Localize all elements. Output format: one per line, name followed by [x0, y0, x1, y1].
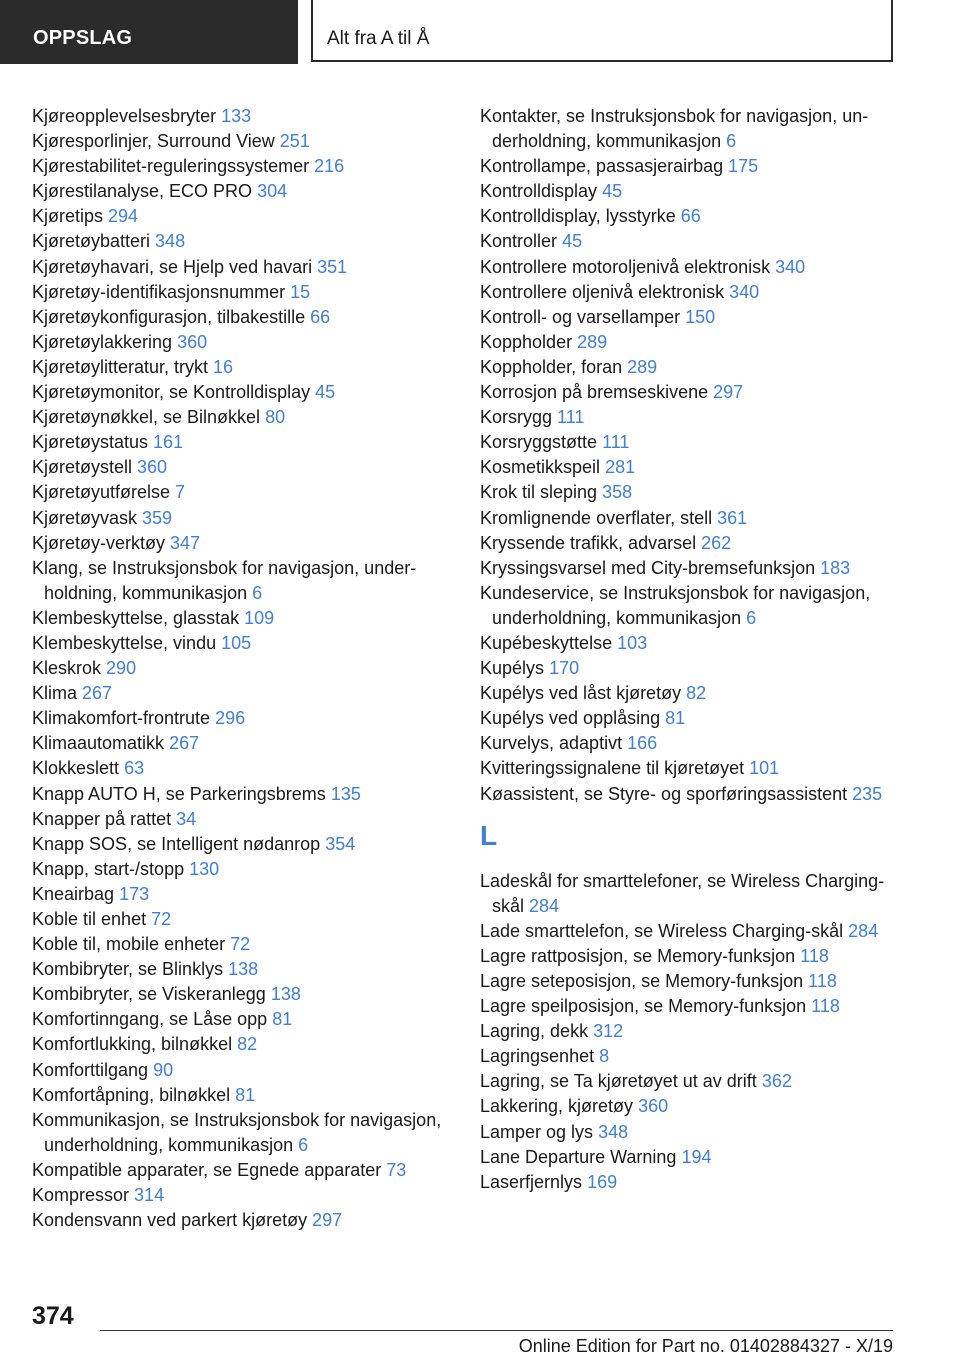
index-entry [32, 430, 452, 455]
page-reference-link[interactable]: 138 [270, 984, 301, 1005]
index-term: Knapper på rattet [32, 808, 172, 829]
page-reference-link[interactable]: 138 [228, 959, 259, 980]
page-reference-link[interactable]: 297 [713, 382, 744, 403]
index-entry [32, 1058, 452, 1083]
index-term: Kneairbag [32, 883, 115, 904]
index-term: Klokkeslett [32, 758, 120, 779]
index-term: Kvitteringssignalene til kjøretøyet [480, 758, 745, 779]
page-reference-link[interactable]: 347 [170, 532, 201, 553]
page-reference-link[interactable]: 360 [177, 331, 208, 352]
index-term: Kompressor [32, 1185, 130, 1206]
page-reference-link[interactable]: 109 [244, 607, 275, 628]
page-reference-link[interactable]: 81 [665, 708, 686, 729]
page-reference-link[interactable]: 81 [272, 1009, 293, 1030]
index-entry [480, 944, 900, 969]
index-term: Klembeskyttelse, glasstak [32, 607, 240, 628]
index-term: Klembeskyttelse, vindu [32, 632, 217, 653]
page-reference-link[interactable]: 130 [189, 858, 220, 879]
page-reference-link[interactable]: 304 [257, 181, 288, 202]
page-reference-link[interactable]: 6 [746, 607, 757, 628]
page-reference-link[interactable]: 45 [602, 181, 623, 202]
index-term: Laserfjernlys [480, 1171, 583, 1192]
index-term: Lamper og lys [480, 1121, 594, 1142]
page-reference-link[interactable]: 73 [386, 1159, 407, 1180]
index-entry [480, 355, 900, 380]
index-entry [32, 154, 452, 179]
index-term: Koppholder, foran [480, 356, 623, 377]
chapter-header [311, 0, 893, 62]
page-reference-link[interactable]: 360 [137, 457, 168, 478]
index-term: Knapp AUTO H, se Parkeringsbrems [32, 783, 326, 804]
index-term: Knapp, start-/stopp [32, 858, 185, 879]
page-reference-link[interactable]: 118 [808, 971, 837, 991]
index-term: Knapp SOS, se Intelligent nødanrop [32, 833, 321, 854]
index-term: Koble til, mobile enheter [32, 934, 226, 955]
page-reference-link[interactable]: 90 [153, 1059, 174, 1080]
index-entry [32, 380, 452, 405]
index-entry [32, 455, 452, 480]
index-entry [480, 305, 900, 330]
page-reference-link[interactable]: 194 [681, 1146, 712, 1167]
page-reference-link[interactable]: 251 [279, 131, 310, 152]
index-entry [480, 1069, 900, 1094]
index-entry [480, 919, 900, 944]
page-reference-link[interactable]: 359 [142, 507, 173, 528]
page-reference-link[interactable]: 45 [315, 382, 336, 403]
index-entry [32, 907, 452, 932]
page-reference-link[interactable]: 66 [310, 306, 331, 327]
page-reference-link[interactable]: 284 [848, 920, 879, 941]
page-reference-link[interactable]: 15 [290, 281, 311, 302]
page-reference-link[interactable]: 150 [685, 306, 716, 327]
index-entry [480, 204, 900, 229]
index-entry [480, 1019, 900, 1044]
page-reference-link[interactable]: 358 [602, 482, 633, 503]
index-term: Kromlignende overflater, stell [480, 507, 713, 528]
index-term: Kryssingsvarsel med City-bremsefunksjon [480, 557, 816, 578]
index-term: Lagring, se Ta kjøretøyet ut av drift [480, 1071, 757, 1092]
index-entry [32, 280, 452, 305]
index-term: Klima [32, 683, 78, 704]
index-term: Kjøretøy-verktøy [32, 532, 165, 553]
page-reference-link[interactable]: 169 [587, 1171, 618, 1192]
index-entry [32, 129, 452, 154]
index-entry [480, 756, 900, 781]
index-term: Lakkering, kjøretøy [480, 1096, 634, 1117]
page-reference-link[interactable]: 235 [852, 783, 883, 804]
index-entry [32, 756, 452, 781]
page-reference-link[interactable]: 103 [617, 632, 648, 653]
index-term: Kontakter, se Instruksjonsbok for navigasjon, underholdning, kommunikasjon [480, 106, 869, 152]
index-term: Lade smarttelefon, se Wireless Charging-skål [480, 920, 844, 941]
page-reference-link[interactable]: 133 [221, 106, 252, 126]
page-reference-link[interactable]: 118 [800, 945, 829, 966]
index-term: Korrosjon på bremseskivene [480, 382, 709, 403]
index-entry [480, 782, 900, 807]
index-term: Kjøretøylitteratur, trykt [32, 356, 209, 377]
page-reference-link[interactable]: 80 [265, 407, 286, 428]
index-entry [32, 480, 452, 505]
index-entry [480, 1094, 900, 1119]
index-entry [480, 681, 900, 706]
index-entry [480, 869, 900, 919]
page-reference-link[interactable]: 45 [562, 231, 583, 252]
index-entry [32, 1108, 452, 1158]
index-term: Kjøretøyvask [32, 507, 138, 528]
index-term: Koble til enhet [32, 909, 147, 929]
index-entry [480, 706, 900, 731]
page-reference-link[interactable]: 281 [605, 457, 636, 478]
page-reference-link[interactable]: 362 [761, 1071, 792, 1092]
index-term: Kupélys ved opplåsing [480, 708, 661, 729]
page-reference-link[interactable]: 314 [134, 1185, 165, 1206]
index-column-right [480, 104, 900, 1195]
index-term: Korsrygg [480, 407, 553, 428]
index-entry [32, 506, 452, 531]
page-reference-link[interactable]: 170 [549, 658, 580, 679]
page-reference-link[interactable]: 284 [529, 895, 560, 916]
index-term: Kjøretøystell [32, 457, 133, 478]
index-term: Kjøretøymonitor, se Kontrolldisplay [32, 382, 311, 403]
index-entry [32, 982, 452, 1007]
index-entry [480, 731, 900, 756]
page-reference-link[interactable]: 173 [119, 883, 150, 904]
index-term: Kontrollampe, passasjerairbag [480, 156, 724, 177]
index-term: Kontrollere oljenivå elektronisk [480, 281, 725, 302]
index-entry [32, 681, 452, 706]
index-entry [480, 179, 900, 204]
index-term: Kjøresporlinjer, Surround View [32, 131, 275, 152]
index-group-l [480, 869, 900, 1195]
section-label: OPPSLAG [33, 27, 133, 49]
index-entry [480, 531, 900, 556]
index-entry [32, 731, 452, 756]
index-entry [32, 1083, 452, 1108]
index-entry [32, 229, 452, 254]
index-term: Kjørestabilitet-reguleringssystemer [32, 156, 310, 177]
index-entry [480, 229, 900, 254]
page-reference-link[interactable]: 312 [593, 1021, 624, 1042]
index-term: Kjøretøynøkkel, se Bilnøkkel [32, 407, 261, 428]
index-term: Klang, se Instruksjonsbok for navigasjon, underholdning, kommunikasjon [32, 557, 417, 603]
index-term: Lagre rattposisjon, se Memory-funksjon [480, 945, 796, 966]
index-entry [480, 556, 900, 581]
index-entry [480, 994, 900, 1019]
index-term: Lagringsenhet [480, 1046, 595, 1067]
page-reference-link[interactable]: 7 [175, 482, 186, 503]
index-entry [480, 969, 900, 994]
index-entry [32, 932, 452, 957]
section-tab [0, 0, 298, 64]
index-term: Kjøretøylakkering [32, 331, 173, 352]
index-entry [480, 631, 900, 656]
page-reference-link[interactable]: 105 [221, 632, 252, 653]
index-entry [32, 807, 452, 832]
index-entry [480, 480, 900, 505]
index-entry [32, 355, 452, 380]
page-reference-link[interactable]: 340 [775, 256, 806, 277]
index-term: Kjøreopplevelsesbryter [32, 106, 217, 126]
index-entry [480, 330, 900, 355]
page-reference-link[interactable]: 289 [577, 331, 608, 352]
index-entry [32, 957, 452, 982]
index-term: Kundeservice, se Instruksjonsbok for navigasjon, underholdning, kommunikasjon [480, 582, 871, 628]
index-term: Kupébeskyttelse [480, 632, 613, 653]
index-entry [32, 104, 452, 129]
index-term: Kleskrok [32, 658, 102, 679]
index-entry [32, 857, 452, 882]
page-reference-link[interactable]: 297 [312, 1210, 343, 1231]
index-entry [32, 556, 452, 606]
index-term: Kupélys [480, 658, 545, 679]
index-term: Klimaautomatikk [32, 733, 165, 754]
index-entry [32, 1007, 452, 1032]
index-term: Korsryggstøtte [480, 432, 598, 453]
index-entry [32, 631, 452, 656]
page-reference-link[interactable]: 81 [235, 1084, 256, 1105]
index-term: Komfortinngang, se Låse opp [32, 1009, 268, 1030]
page-reference-link[interactable]: 361 [717, 507, 748, 528]
index-term: Kjøretips [32, 206, 104, 227]
page-reference-link[interactable]: 175 [728, 156, 759, 177]
index-entry [32, 832, 452, 857]
page-reference-link[interactable]: 166 [627, 733, 658, 754]
page-reference-link[interactable]: 101 [749, 758, 780, 779]
index-term: Lagre seteposisjon, se Memory-funksjon [480, 971, 804, 991]
index-entry [480, 104, 900, 154]
page-reference-link[interactable]: 290 [106, 658, 137, 679]
index-entry [480, 455, 900, 480]
page-reference-link[interactable]: 66 [680, 206, 701, 227]
footer-edition [390, 1336, 893, 1357]
page-reference-link[interactable]: 111 [557, 407, 585, 428]
index-entry [480, 405, 900, 430]
index-term: Kryssende trafikk, advarsel [480, 532, 697, 553]
index-term: Kurvelys, adaptivt [480, 733, 623, 754]
page-number: 374 [32, 1302, 74, 1330]
index-term: Kjørestilanalyse, ECO PRO [32, 181, 253, 202]
index-entry [480, 506, 900, 531]
page-reference-link[interactable]: 6 [252, 582, 263, 603]
index-entry [32, 782, 452, 807]
index-entry [32, 1032, 452, 1057]
index-term: Ladeskål for smarttelefoner, se Wireless Charging-skål [480, 870, 885, 916]
edition-text: Online Edition for Part no. 01402884327 - X/19 [518, 1336, 893, 1356]
index-entry [480, 1044, 900, 1069]
page-reference-link[interactable]: 6 [298, 1134, 309, 1155]
index-entry [32, 405, 452, 430]
page-reference-link[interactable]: 135 [330, 783, 361, 804]
index-term: Kombibryter, se Blinklys [32, 959, 224, 980]
index-term: Kjøretøykonfigurasjon, tilbakestille [32, 306, 306, 327]
index-entry [32, 656, 452, 681]
page-reference-link[interactable]: 267 [169, 733, 200, 754]
index-group-k [480, 104, 900, 807]
page-reference-link[interactable]: 111 [602, 432, 630, 453]
index-entry [480, 154, 900, 179]
page-reference-link[interactable]: 72 [151, 909, 172, 929]
page-reference-link[interactable]: 354 [325, 833, 356, 854]
index-term: Kjøretøyutførelse [32, 482, 171, 503]
chapter-title: Alt fra A til Å [327, 28, 430, 49]
page-reference-link[interactable]: 296 [215, 708, 246, 729]
index-entry [32, 255, 452, 280]
page-reference-link[interactable]: 16 [213, 356, 234, 377]
page-reference-link[interactable]: 360 [638, 1096, 669, 1117]
index-entry [32, 1158, 452, 1183]
page-reference-link[interactable]: 183 [820, 557, 851, 578]
index-letter-heading: L [480, 819, 498, 851]
index-entry [480, 1120, 900, 1145]
index-entry [480, 255, 900, 280]
page-reference-link[interactable]: 82 [237, 1034, 258, 1055]
index-term: Koppholder [480, 331, 573, 352]
index-term: Lane Departure Warning [480, 1146, 677, 1167]
page-reference-link[interactable]: 34 [176, 808, 197, 829]
page-reference-link[interactable]: 82 [686, 683, 707, 704]
index-term: Klimakomfort-frontrute [32, 708, 211, 729]
page-reference-link[interactable]: 63 [124, 758, 145, 779]
index-term: Lagre speilposisjon, se Memory-funksjon [480, 996, 807, 1017]
index-term: Komforttilgang [32, 1059, 149, 1080]
page-reference-link[interactable]: 72 [230, 934, 251, 955]
index-term: Kompatible apparater, se Egnede apparater [32, 1159, 382, 1180]
index-term: Krok til sleping [480, 482, 598, 503]
page-reference-link[interactable]: 262 [701, 532, 732, 553]
index-term: Kjøretøystatus [32, 432, 149, 453]
index-entry [32, 1208, 452, 1233]
index-entry [480, 656, 900, 681]
page-reference-link[interactable]: 6 [726, 131, 737, 152]
index-term: Kjøretøyhavari, se Hjelp ved havari [32, 256, 313, 277]
index-term: Kombibryter, se Viskeranlegg [32, 984, 266, 1005]
index-entry [32, 706, 452, 731]
index-entry [480, 430, 900, 455]
index-term: Kommunikasjon, se Instruksjonsbok for navigasjon, underholdning, kommunikasjon [32, 1109, 442, 1155]
index-entry [32, 204, 452, 229]
footer-divider [100, 1330, 893, 1331]
index-entry [480, 1145, 900, 1170]
index-term: Kondensvann ved parkert kjøretøy [32, 1210, 308, 1231]
index-entry [480, 280, 900, 305]
page-reference-link[interactable]: 118 [811, 996, 840, 1017]
page-reference-link[interactable]: 294 [108, 206, 139, 227]
index-entry [32, 882, 452, 907]
index-term: Kupélys ved låst kjøretøy [480, 683, 682, 704]
page-reference-link[interactable]: 216 [314, 156, 345, 177]
index-entry [32, 606, 452, 631]
page-reference-link[interactable]: 267 [82, 683, 113, 704]
index-term: Køassistent, se Styre- og sporføringsassistent [480, 783, 848, 804]
page-reference-link[interactable]: 351 [317, 256, 348, 277]
index-term: Kontrollere motoroljenivå elektronisk [480, 256, 771, 277]
page-reference-link[interactable]: 348 [598, 1121, 629, 1142]
index-entry [32, 305, 452, 330]
index-term: Komfortlukking, bilnøkkel [32, 1034, 233, 1055]
index-term: Kjøretøybatteri [32, 231, 151, 252]
index-term: Kosmetikkspeil [480, 457, 601, 478]
index-entry [32, 330, 452, 355]
index-entry [32, 1183, 452, 1208]
index-entry [32, 179, 452, 204]
index-term: Lagring, dekk [480, 1021, 589, 1042]
index-term: Kontrolldisplay [480, 181, 598, 202]
page-reference-link[interactable]: 348 [155, 231, 186, 252]
index-entry [480, 581, 900, 631]
page-reference-link[interactable]: 340 [729, 281, 760, 302]
index-entry [32, 531, 452, 556]
page-reference-link[interactable]: 8 [599, 1046, 610, 1067]
page-reference-link[interactable]: 161 [153, 432, 184, 453]
index-term: Kontroll- og varsellamper [480, 306, 681, 327]
index-column-left [32, 104, 452, 1233]
index-entry [480, 380, 900, 405]
index-term: Kontrolldisplay, lysstyrke [480, 206, 676, 227]
index-term: Kjøretøy-identifikasjonsnummer [32, 281, 286, 302]
page-reference-link[interactable]: 289 [627, 356, 658, 377]
index-term: Komfortåpning, bilnøkkel [32, 1084, 231, 1105]
index-entry [480, 1170, 900, 1195]
index-term: Kontroller [480, 231, 558, 252]
